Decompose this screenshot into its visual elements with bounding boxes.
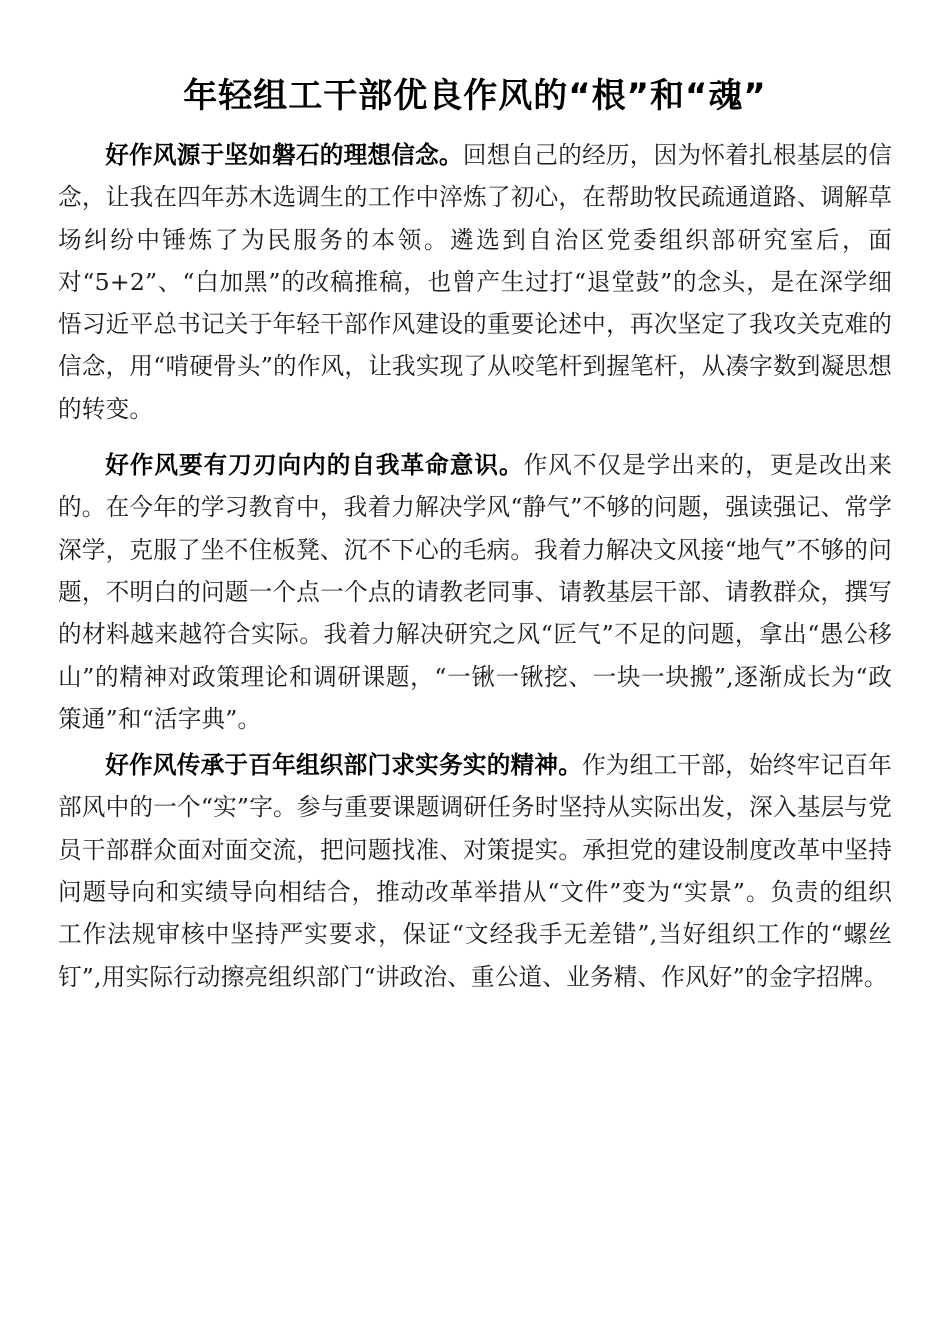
paragraph-3-text: 作为组工干部，始终牢记百年部风中的一个“实”字。参与重要课题调研任务时坚持从实际出发，深入基层与党员干部群众面对面交流，把问题找准、对策提实。承担党的建设制度改革中坚持问题导向和实绩导向相结合，推动改革举措从“文件”变为“实景”。负责的组织工作法规审核中坚持严实要求，保证“文经我手无差错”,当好组织工作的“螺丝钉”,用实际行动擦亮组织部门“讲政治、重公道、业务精、作风好”的金字招牌。 <box>58 751 892 991</box>
document-body <box>58 134 892 998</box>
paragraph-3-lead: 好作风传承于百年组织部门求实务实的精神。 <box>105 751 583 780</box>
paragraph-1-lead: 好作风源于坚如磐石的理想信念。 <box>105 141 463 169</box>
paragraph-2 <box>58 444 892 740</box>
paragraph-2-lead: 好作风要有刀刃向内的自我革命意识。 <box>105 451 524 480</box>
paragraph-3 <box>58 744 892 998</box>
paragraph-2-text: 作风不仅是学出来的，更是改出来的。在今年的学习教育中，我着力解决学风“静气”不够的问题，强读强记、常学深学，克服了坐不住板凳、沉不下心的毛病。我着力解决文风接“地气”不够的问题，不明白的问题一个点一个点的请教老同事、请教基层干部、请教群众，撰写的材料越来越符合实际。我着力解决研究之风“匠气”不足的问题，拿出“愚公移山”的精神对政策理论和调研课题，“一锹一锹挖、一块一块搬”,逐渐成长为“政策通”和“活字典”。 <box>58 451 893 733</box>
document-title: 年轻组工干部优良作风的“根”和“魂” <box>183 76 767 116</box>
paragraph-1-text: 回想自己的经历，因为怀着扎根基层的信念，让我在四年苏木选调生的工作中淬炼了初心，在帮助牧民疏通道路、调解草场纠纷中锤炼了为民服务的本领。遴选到自治区党委组织部研究室后，面对“5+2”、“白加黑”的改稿推稿，也曾产生过打“退堂鼓”的念头，是在深学细悟习近平总书记关于年轻干部作风建设的重要论述中，再次坚定了我攻关克难的信念，用“啃硬骨头”的作风，让我实现了从咬笔杆到握笔杆，从凑字数到凝思想的转变。 <box>58 141 893 423</box>
paragraph-1 <box>58 134 892 430</box>
